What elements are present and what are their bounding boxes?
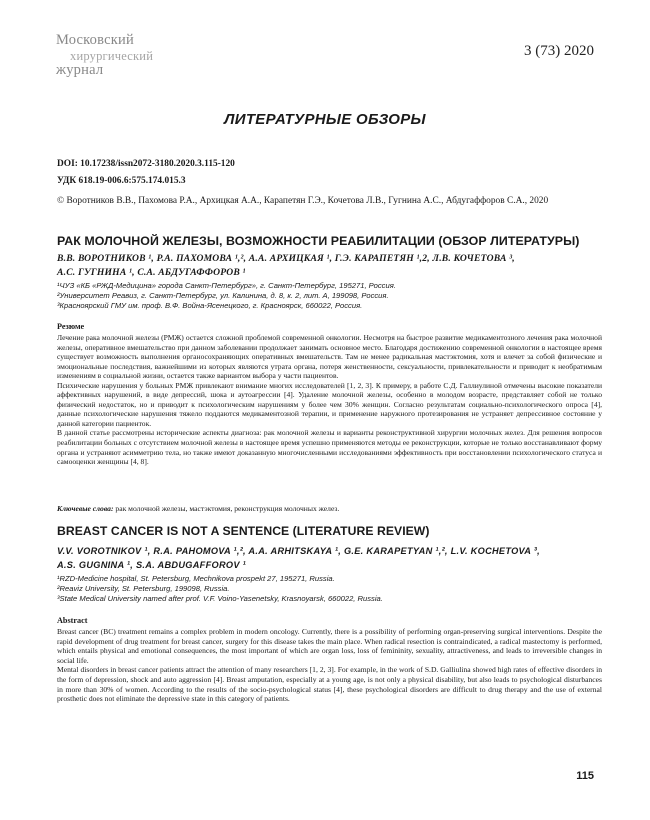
keywords-label: Ключевые слова: [57,504,114,513]
authors-en-line-1: V.V. VOROTNIKOV ¹, R.A. PAHOMOVA ¹,², A.A. ARHITSKAYA ¹, G.E. KARAPETYAN ¹,², L.V. KOCHETOVA ³, [57,546,540,556]
section-title: ЛИТЕРАТУРНЫЕ ОБЗОРЫ [224,111,426,128]
copyright: © Воротников В.В., Пахомова Р.А., Архицкая А.А., Карапетян Г.Э., Кочетова Л.В., Гугнина А.С., Абдугаффоров С.А., 2020 [57,196,549,206]
affiliation-ru-3: ³Красноярский ГМУ им. проф. В.Ф. Война-Ясенецкого, г. Красноярск, 660022, Россия. [57,301,363,310]
logo-line-3: журнал [56,62,104,78]
abstract-ru-paragraph: Лечение рака молочной железы (РМЖ) остается сложной проблемой современной онкологии. Несмотря на быстрое развитие медикаментозного лечения рака молочной железы, оперативное вмешательство при данном заболевании продолжает занимать основное место. Благодаря достижению современной онкологии в настоящее время существует возможность выполнения органосохраняющих оперативных вмешательств. Там не менее радикальная мастэктомия, хотя и влечет за собой физические и эмоциональные последствия, важнейшими из которых являются утрата органа, потеря женственности, сексуальности, привлекательности и приводит к необратимым изменениям в социальной жизни, остается также вариантом выбора у части пациентов. [57,333,602,381]
abstract-ru [57,333,602,467]
authors-ru-line-2: А.С. ГУГНИНА ¹, С.А. АБДУГАФФОРОВ ¹ [57,267,246,278]
abstract-ru-paragraph: Психические нарушения у больных РМЖ привлекают внимание многих исследователей [1, 2, 3]. К примеру, в работе С.Д. Галлиулиной отмечены высокие показатели аффективных нарушений, в виде депрессий, шока и аутоагрессии [4]. Удаление молочной железы, особенно в молодом возрасте, представляет собой не только физический недостаток, но и приводит к психологическим нарушениям у более чем 30% женщин. Согласно результатам социально-психологического опроса [4], данные психологические нарушения тяжело поддаются медикаментозной терапии, и применение наружного протезирования не устраняет депрессивное состояние у данной категории пациенток. [57,380,602,428]
article-title-ru: РАК МОЛОЧНОЙ ЖЕЛЕЗЫ, ВОЗМОЖНОСТИ РЕАБИЛИТАЦИИ (ОБЗОР ЛИТЕРАТУРЫ) [57,234,580,248]
affiliations-en [57,574,602,604]
authors-ru-line-1: В.В. ВОРОТНИКОВ ¹, Р.А. ПАХОМОВА ¹,², А.А. АРХИЦКАЯ ¹, Г.Э. КАРАПЕТЯН ¹,2, Л.В. КОЧЕТОВА ³, [57,253,515,264]
authors-ru [57,252,602,280]
affiliation-en-2: ²Reaviz University, St. Petersburg, 199098, Russia. [57,584,230,593]
abstract-heading-ru: Резюме [57,322,85,331]
keywords-ru [57,504,602,513]
affiliation-ru-2: ²Университет Реавиз, г. Санкт-Петербург, ул. Калинина, д. 8, к. 2, лит. А, 199098, Россия. [57,291,389,300]
abstract-heading-en: Abstract [57,616,88,625]
logo-line-2: хирургический [70,49,154,63]
affiliation-ru-1: ¹ЧУЗ «КБ «РЖД-Медицина» города Санкт-Петербург», г. Санкт-Петербург, 195271, Россия. [57,281,396,290]
authors-en-line-2: A.S. GUGNINA ¹, S.A. ABDUGAFFOROV ¹ [57,560,246,570]
abstract-en [57,627,602,704]
article-title-en: BREAST CANCER IS NOT A SENTENCE (LITERATURE REVIEW) [57,524,430,538]
doi: DOI: 10.17238/issn2072-3180.2020.3.115-120 [57,159,235,169]
keywords-text: рак молочной железы, мастэктомия, реконструкция молочных желез. [115,504,340,513]
abstract-ru-paragraph: В данной статье рассмотрены исторические аспекты диагноза: рак молочной железы и варианты реконструктивной хирургии молочных желез. Для решения вопросов реабилитации больных с отсутствием молочной железы в настоящее время успешно применяются методы ее реконструкции, которые не только восстанавливают форму органа и устраняют асимметрию тела, но также имеют доказанную многочисленными исследованиями эффективность при восстановлении психологического статуса и самооценки женщины [4, 8]. [57,428,602,467]
authors-en [57,544,602,572]
affiliations-ru [57,281,602,311]
udk-code: УДК 618.19-006.6:575.174.015.3 [57,176,186,186]
abstract-en-paragraph: Mental disorders in breast cancer patients attract the attention of many researchers [1, 2, 3]. For example, in the work of S.D. Galliulina showed high rates of effective disorders in the form of depression, shock and auto aggression [4]. Breast amputation, especially at a young age, is not only a physical disability, but also leads to psychological disturbances in more than 30% of women. According to the results of the socio-psychological status [4], these psychological disorders are difficult to drug therapy and the use of external prosthetic does not eliminate the depressive state in this category of patients. [57,665,602,704]
affiliation-en-3: ³State Medical University named after prof. V.F. Voino-Yasenetsky, Krasnoyarsk, 660022, Russia. [57,594,383,603]
affiliation-en-1: ¹RZD-Medicine hospital, St. Petersburg, Mechnikova prospekt 27, 195271, Russia. [57,574,335,583]
journal-logo [56,30,176,76]
logo-line-1: Московский [56,32,134,48]
page-number: 115 [576,770,594,782]
abstract-en-paragraph: Breast cancer (BC) treatment remains a complex problem in modern oncology. Currently, there is a possibility of performing organ-preserving surgical interventions. Despite the rapid development of drug treatment for breast cancer, surgery for this disease takes the main place. When radical resection is contraindicated, a radical mastectomy is performed, which entails physical and emotional consequences, the most important of which are organ loss, loss of femininity, sexuality, attractiveness, and leads to irreversible changes in social life. [57,627,602,665]
issue-number: 3 (73) 2020 [524,43,594,59]
